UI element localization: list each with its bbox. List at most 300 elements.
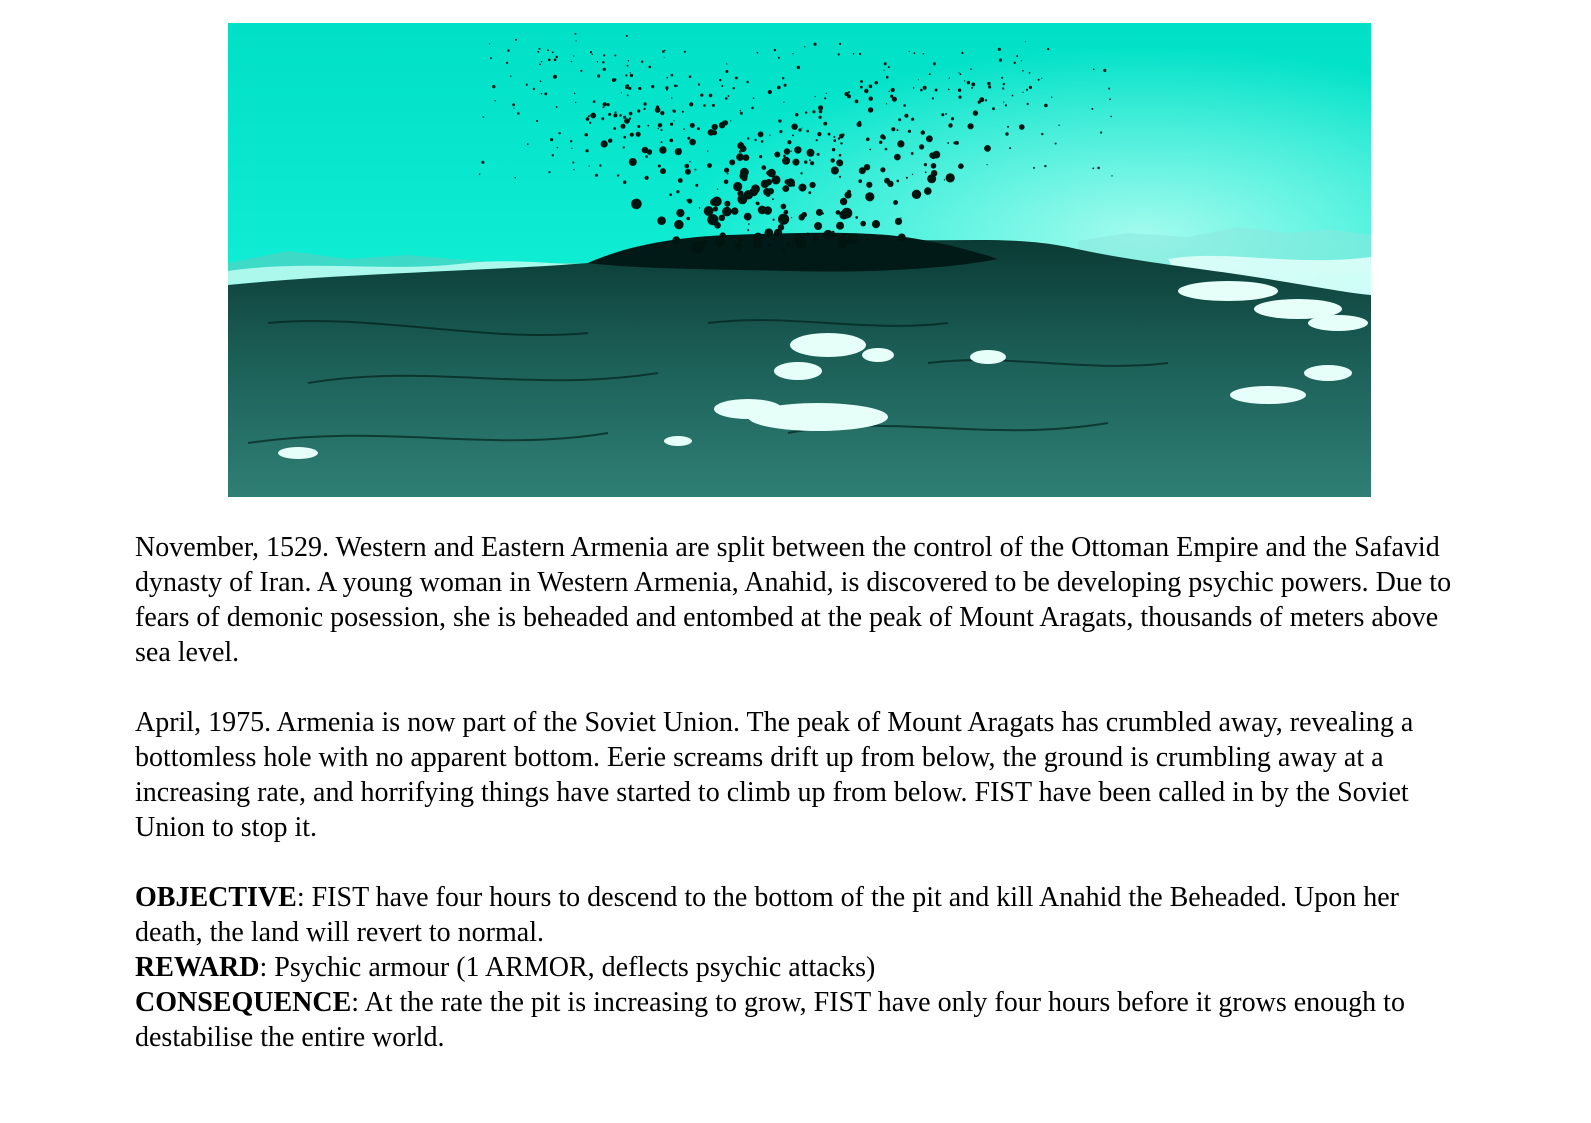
debris-particle [556, 106, 558, 108]
debris-particle [510, 76, 511, 77]
debris-particle [885, 148, 888, 151]
debris-particle [689, 75, 692, 78]
debris-particle [1007, 126, 1009, 128]
debris-particle [1001, 77, 1003, 79]
debris-particle [778, 214, 789, 225]
debris-particle [728, 95, 730, 97]
debris-particle [662, 50, 665, 53]
debris-particle [540, 81, 542, 83]
debris-particle [973, 110, 978, 115]
debris-particle [817, 132, 821, 136]
debris-particle [724, 168, 729, 173]
debris-particle [658, 128, 659, 129]
debris-particle [1012, 95, 1014, 97]
debris-particle [735, 243, 743, 251]
debris-particle [630, 72, 631, 73]
debris-particle [1108, 88, 1110, 90]
debris-particle [700, 94, 703, 97]
debris-particle [672, 110, 673, 111]
debris-particle [790, 151, 791, 152]
debris-particle [756, 202, 758, 204]
debris-particle [636, 132, 641, 137]
debris-particle [669, 193, 672, 196]
consequence-label: CONSEQUENCE [135, 987, 352, 1018]
debris-particle [660, 111, 664, 115]
debris-particle [572, 161, 574, 163]
debris-particle [804, 46, 805, 47]
debris-particle [735, 77, 738, 80]
debris-particle [645, 176, 649, 180]
objective-line [135, 880, 1465, 950]
debris-particle [924, 163, 927, 166]
debris-particle [780, 248, 785, 253]
debris-particle [782, 157, 790, 165]
debris-particle [786, 242, 790, 246]
debris-particle [554, 59, 557, 62]
debris-particle [712, 130, 717, 135]
debris-particle [591, 54, 593, 56]
debris-particle [733, 182, 742, 191]
debris-particle [1041, 78, 1042, 79]
debris-particle [1097, 167, 1100, 170]
debris-particle [671, 74, 674, 77]
debris-particle [765, 228, 774, 237]
debris-particle [898, 234, 906, 242]
debris-particle [674, 85, 677, 88]
debris-particle [805, 111, 807, 113]
debris-particle [514, 177, 516, 179]
debris-particle [783, 155, 786, 158]
debris-particle [797, 238, 807, 248]
debris-particle [548, 171, 550, 173]
debris-particle [707, 150, 708, 151]
debris-particle [740, 110, 742, 112]
debris-particle [574, 93, 575, 94]
debris-particle [779, 130, 782, 133]
debris-particle [791, 217, 792, 218]
debris-particle [758, 131, 764, 137]
debris-particle [772, 198, 774, 200]
debris-particle [816, 209, 823, 216]
debris-particle [661, 141, 663, 143]
debris-particle [658, 123, 662, 127]
debris-particle [547, 49, 549, 51]
debris-particle [1100, 131, 1102, 133]
paragraph-1975: April, 1975. Armenia is now part of the Soviet Union. The peak of Mount Aragats has crumbled away, revealing a bottomless hole with no apparent bottom. Eerie screams drift up from below, the ground is crumbling away at a increasing rate, and horrifying things have started to climb up from below. FIST have been called in by the Soviet Union to stop it. [135, 707, 1414, 843]
debris-particle [580, 70, 582, 72]
debris-particle [783, 102, 784, 103]
debris-particle [988, 85, 991, 88]
debris-particle [766, 192, 771, 197]
debris-particle [911, 152, 914, 155]
debris-particle [858, 121, 861, 124]
debris-particle [882, 136, 886, 140]
debris-particle [985, 99, 987, 101]
debris-particle [864, 89, 868, 93]
debris-particle [814, 222, 822, 230]
debris-particle [739, 150, 742, 153]
debris-particle [713, 206, 718, 211]
reward-text: : Psychic armour (1 ARMOR, deflects psychic attacks) [259, 952, 876, 983]
debris-particle [740, 142, 742, 144]
debris-particle [647, 125, 649, 127]
debris-particle [866, 138, 870, 142]
debris-particle [686, 199, 688, 201]
debris-particle [842, 133, 845, 136]
debris-particle [630, 133, 634, 137]
debris-particle [1022, 92, 1023, 93]
debris-particle [920, 89, 923, 92]
objective-text: : FIST have four hours to descend to the bottom of the pit and kill Anahid the Beheaded. Upon her death, the land will revert to normal. [135, 882, 1399, 948]
debris-particle [746, 81, 748, 83]
debris-particle [1044, 104, 1048, 108]
debris-particle [933, 62, 936, 65]
debris-particle [908, 130, 911, 133]
debris-particle [623, 136, 626, 139]
debris-particle [839, 176, 841, 178]
debris-particle [860, 80, 863, 83]
debris-particle [1092, 168, 1094, 170]
debris-particle [550, 138, 553, 141]
debris-particle [720, 232, 727, 239]
debris-particle [625, 74, 627, 76]
debris-particle [724, 180, 729, 185]
debris-particle [813, 43, 816, 46]
debris-particle [571, 148, 572, 149]
debris-particle [624, 118, 629, 123]
debris-particle [601, 140, 608, 147]
debris-particle [801, 212, 807, 218]
debris-particle [506, 62, 508, 64]
debris-particle [628, 87, 631, 90]
debris-particle [612, 78, 616, 82]
debris-particle [709, 94, 713, 98]
debris-particle [1022, 70, 1024, 72]
debris-particle [869, 149, 871, 151]
debris-particle [527, 143, 529, 145]
debris-particle [784, 210, 789, 215]
debris-particle [676, 209, 684, 217]
debris-particle [593, 100, 596, 103]
debris-particle [831, 158, 835, 162]
debris-particle [839, 154, 842, 157]
debris-particle [823, 122, 827, 126]
debris-particle [1005, 104, 1007, 106]
debris-particle [651, 85, 654, 88]
debris-particle [894, 154, 901, 161]
debris-particle [695, 184, 698, 187]
debris-particle [689, 161, 691, 163]
debris-particle [958, 89, 961, 92]
debris-particle [914, 52, 916, 54]
debris-particle [987, 164, 988, 165]
debris-particle [819, 110, 823, 114]
debris-particle [842, 208, 853, 219]
debris-particle [517, 112, 520, 115]
debris-particle [1014, 62, 1016, 64]
debris-particle [628, 60, 629, 61]
mountain-illustration [228, 23, 1371, 497]
debris-particle [1091, 108, 1093, 110]
debris-particle [589, 165, 590, 166]
debris-particle [891, 88, 895, 92]
debris-particle [967, 81, 970, 84]
debris-particle [1103, 69, 1106, 72]
debris-particle [1002, 87, 1004, 89]
debris-particle [597, 61, 598, 62]
debris-particle [678, 178, 683, 183]
debris-particle [629, 158, 637, 166]
debris-particle [761, 140, 764, 143]
debris-particle [557, 147, 559, 149]
debris-particle [479, 173, 481, 175]
debris-particle [897, 180, 900, 183]
debris-particle [707, 214, 718, 225]
debris-particle [754, 139, 756, 141]
debris-particle [625, 85, 628, 88]
objective-label: OBJECTIVE [135, 882, 297, 913]
debris-particle [925, 171, 927, 173]
debris-particle [924, 187, 932, 195]
debris-particle [964, 80, 965, 81]
debris-particle [627, 94, 629, 96]
debris-particle [824, 97, 826, 99]
debris-particle [832, 148, 835, 151]
debris-particle [812, 110, 815, 113]
debris-particle [603, 102, 607, 106]
debris-particle [987, 82, 990, 85]
debris-particle [590, 51, 592, 53]
debris-particle [736, 153, 744, 161]
debris-particle [932, 97, 934, 99]
debris-particle [747, 137, 749, 139]
debris-particle [629, 112, 633, 116]
debris-particle [731, 207, 738, 214]
debris-particle [971, 83, 975, 87]
debris-particle [675, 148, 682, 155]
debris-particle [613, 127, 616, 130]
debris-particle [589, 122, 591, 124]
debris-particle [866, 238, 869, 241]
debris-particle [859, 167, 866, 174]
debris-particle [869, 85, 873, 89]
debris-particle [724, 201, 730, 207]
debris-particle [797, 66, 800, 69]
debris-particle [645, 155, 648, 158]
debris-particle [687, 199, 692, 204]
debris-particle [998, 48, 1001, 51]
debris-particle [689, 139, 696, 146]
debris-particle [1003, 102, 1004, 103]
debris-particle [971, 87, 973, 89]
debris-particle [740, 112, 743, 115]
debris-particle [828, 133, 831, 136]
debris-particle [1110, 116, 1112, 118]
debris-particle [526, 84, 528, 86]
debris-particle [1021, 60, 1022, 61]
debris-particle [629, 117, 631, 119]
debris-particle [748, 223, 750, 225]
debris-particle [621, 92, 622, 93]
debris-particle [795, 113, 798, 116]
debris-particle [837, 168, 839, 170]
debris-particle [621, 124, 626, 129]
debris-particle [895, 218, 902, 225]
debris-particle [694, 169, 696, 171]
debris-particle [722, 121, 726, 125]
debris-particle [676, 85, 678, 87]
debris-particle [753, 97, 755, 99]
debris-particle [880, 167, 885, 172]
debris-particle [660, 129, 662, 131]
debris-particle [774, 152, 780, 158]
debris-particle [671, 97, 673, 99]
debris-particle [912, 190, 921, 199]
debris-particle [597, 74, 600, 77]
debris-particle [574, 33, 576, 35]
debris-particle [949, 123, 952, 126]
debris-particle [960, 73, 962, 75]
debris-particle [918, 79, 919, 80]
debris-particle [548, 59, 551, 62]
debris-particle [1047, 48, 1049, 50]
debris-particle [848, 91, 850, 93]
debris-particle [623, 116, 626, 119]
debris-particle [847, 94, 851, 98]
debris-particle [927, 174, 936, 183]
debris-particle [533, 88, 535, 90]
debris-particle [544, 93, 547, 96]
debris-particle [536, 120, 538, 122]
debris-particle [808, 191, 811, 194]
debris-particle [707, 163, 712, 168]
debris-particle [979, 97, 984, 102]
debris-particle [853, 53, 855, 55]
debris-particle [1009, 147, 1011, 149]
debris-particle [844, 199, 846, 201]
debris-particle [670, 139, 674, 143]
debris-particle [585, 133, 588, 136]
debris-particle [830, 232, 834, 236]
debris-particle [515, 39, 517, 41]
debris-particle [929, 73, 931, 75]
debris-particle [768, 90, 772, 94]
debris-particle [725, 97, 728, 100]
debris-particle [802, 128, 803, 129]
debris-particle [712, 124, 718, 130]
debris-particle [573, 169, 574, 170]
debris-particle [786, 178, 795, 187]
paragraph-1529: November, 1529. Western and Eastern Armenia are split between the control of the Ottoman Empire and the Safavid dynasty of Iran. A young woman in Western Armenia, Anahid, is discovered to be developing psychic powers. Due to fears of demonic posession, she is beheaded and entombed at the peak of Mount Aragats, thousands of meters above sea level. [135, 532, 1452, 668]
debris-particle [816, 139, 818, 141]
debris-particle [886, 103, 887, 104]
debris-particle [658, 165, 661, 168]
debris-particle [644, 102, 647, 105]
debris-particle [698, 83, 700, 85]
debris-particle [742, 175, 748, 181]
debris-particle [728, 211, 730, 213]
debris-particle [883, 70, 884, 71]
debris-particle [875, 81, 878, 84]
debris-particle [492, 85, 495, 88]
debris-particle [673, 120, 674, 121]
debris-particle [839, 43, 841, 45]
debris-particle [807, 149, 815, 157]
debris-particle [1033, 167, 1035, 169]
debris-particle [541, 61, 543, 63]
debris-particle [794, 146, 801, 153]
debris-particle [774, 49, 776, 51]
debris-particle [836, 159, 843, 166]
debris-particle [698, 128, 700, 130]
debris-particle [809, 159, 811, 161]
debris-particle [733, 87, 735, 89]
debris-particle [558, 132, 560, 134]
debris-particle [900, 217, 901, 218]
debris-particle [571, 61, 573, 63]
debris-particle [623, 181, 626, 184]
debris-particle [608, 139, 612, 143]
debris-particle [792, 135, 794, 137]
debris-particle [897, 129, 899, 131]
debris-particle [541, 93, 543, 95]
debris-particle [757, 52, 759, 54]
debris-particle [539, 48, 541, 50]
debris-particle [886, 76, 889, 79]
debris-particle [778, 119, 781, 122]
debris-particle [537, 51, 539, 53]
debris-particle [664, 57, 665, 58]
debris-particle [683, 128, 685, 130]
debris-particle [637, 125, 640, 128]
debris-particle [588, 115, 590, 117]
debris-particle [758, 206, 767, 215]
debris-particle [1044, 165, 1046, 167]
debris-particle [872, 220, 880, 228]
debris-particle [753, 233, 762, 242]
debris-particle [890, 95, 893, 98]
debris-particle [769, 135, 770, 136]
debris-particle [586, 149, 589, 152]
debris-particle [1109, 98, 1111, 100]
debris-particle [833, 139, 836, 142]
debris-particle [941, 113, 944, 116]
debris-particle [738, 237, 743, 242]
debris-particle [958, 72, 959, 73]
debris-particle [777, 86, 781, 90]
debris-particle [931, 154, 936, 159]
consequence-line [135, 985, 1465, 1055]
debris-particle [603, 68, 606, 71]
debris-particle [949, 77, 950, 78]
debris-particle [494, 100, 496, 102]
debris-particle [1029, 72, 1031, 74]
debris-particle [999, 59, 1002, 62]
debris-particle [819, 116, 822, 119]
debris-particle [682, 111, 684, 113]
debris-particle [721, 85, 723, 87]
debris-particle [784, 148, 790, 154]
debris-particle [690, 123, 695, 128]
debris-particle [512, 103, 515, 106]
debris-particle [689, 102, 693, 106]
debris-particle [970, 68, 972, 70]
debris-particle [615, 111, 617, 113]
debris-particle [806, 130, 809, 133]
debris-particle [737, 194, 747, 204]
debris-particle [642, 147, 649, 154]
debris-particle [762, 165, 767, 170]
